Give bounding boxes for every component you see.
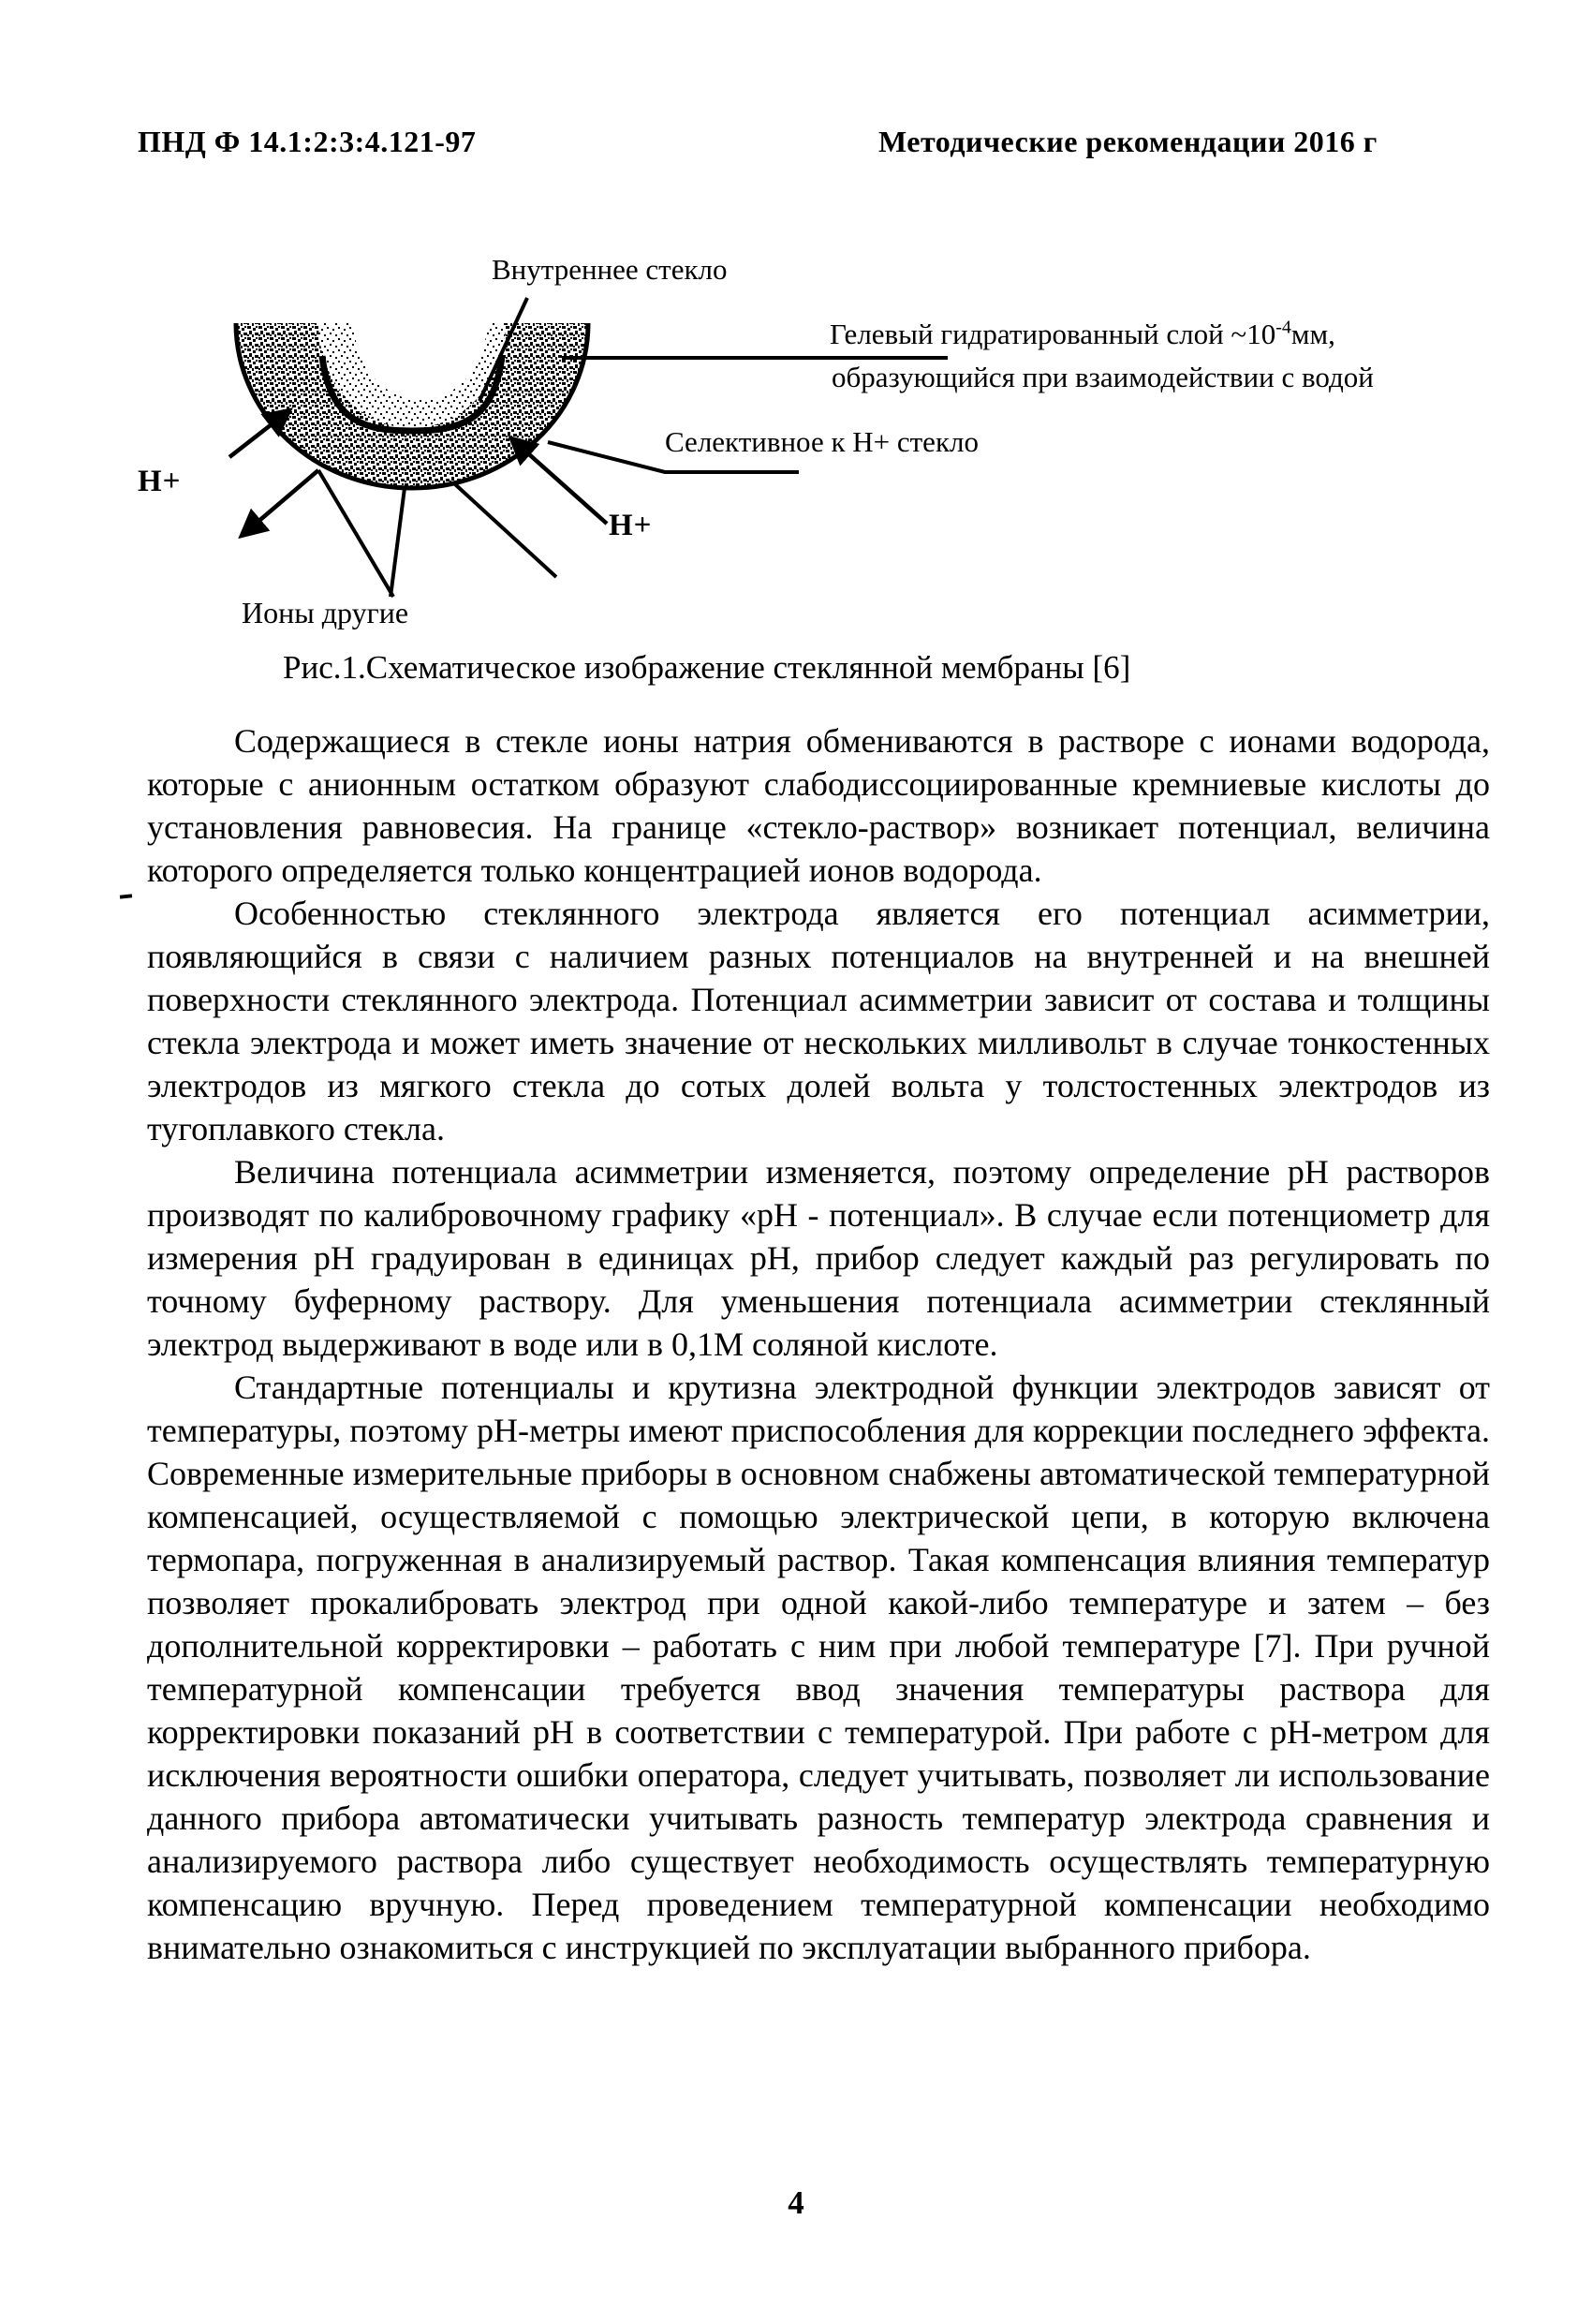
- paragraph-3: Величина потенциала асимметрии изменяется, поэтому определение рН растворов производят по калибровочному графику «рН - потенциал». В случае если потенциометр для измерения рН градуирован в единицах рН, прибор следует каждый раз регулировать по точному буферному раствору. Для уменьшения потенциала асимметрии стеклянный электрод выдерживают в воде или в 0,1М соляной кислоте.: [147, 1153, 1490, 1363]
- figure-caption: Рис.1.Схематическое изображение стеклянной мембраны [6]: [283, 649, 1131, 686]
- label-gel-layer-unit: мм,: [1290, 318, 1335, 350]
- paragraph-4: Стандартные потенциалы и крутизна электродной функции электродов зависят от температуры, поэтому рН-метры имеют приспособления для коррекции последнего эффекта. Современные измерительные приборы в основном снабжены автоматической температурной компенсацией, осуществляемой с помощью электрической цепи, в которую включена термопара, погруженная в анализируемый раствор. Такая компенсация влияния температур позволяет прокалибровать электрод при одной какой-либо температуре и затем – без дополнительной корректировки – работать с ним при любой температуре [7]. При ручной температурной компенсации требуется ввод значения температуры раствора для корректировки показаний рН в соответствии с температурой. При работе с рН-метром для исключения вероятности ошибки оператора, следует учитывать, позволяет ли использование данного прибора автоматически учитывать разность температур электрода сравнения и анализируемого раствора либо существует необходимость осуществлять температурную компенсацию вручную. Перед проведением температурной компенсации необходимо внимательно ознакомиться с инструкцией по эксплуатации выбранного прибора.: [147, 1369, 1490, 1966]
- leader-other-ions-a: [318, 470, 393, 597]
- page-number: 4: [788, 2184, 804, 2221]
- header-document-title: Методические рекомендации 2016 г: [878, 125, 1378, 158]
- label-gel-layer-exponent: -4: [1275, 317, 1291, 338]
- label-gel-layer-line2: образующийся при взаимодействии с водой: [832, 361, 1374, 393]
- label-other-ions: Ионы другие: [242, 596, 409, 629]
- label-inner-glass: Внутреннее стекло: [492, 253, 728, 286]
- paragraph-2: Особенностью стеклянного электрода является его потенциал асимметрии, появляющийся в связи с наличием разных потенциалов на внутренней и на внешней поверхности стеклянного электрода. Потенциал асимметрии зависит от состава и толщины стекла электрода и может иметь значение от нескольких милливольт в случае тонкостенных электродов из мягкого стекла до сотых долей вольта у толстостенных электродов из тугоплавкого стекла.: [147, 895, 1490, 1147]
- label-h-plus-left: Н+: [138, 465, 182, 498]
- label-h-plus-right: Н+: [609, 509, 653, 542]
- body-text: [147, 719, 1490, 1969]
- leader-other-ions-b: [391, 488, 405, 597]
- ion-arrow-out-left: [243, 470, 318, 535]
- label-gel-layer-line1: [830, 318, 1335, 351]
- header-document-code: ПНД Ф 14.1:2:3:4.121-97: [138, 125, 477, 158]
- scan-speck: [120, 894, 132, 898]
- paragraph-1: Содержащиеся в стекле ионы натрия обмениваются в растворе с ионами водорода, которые с анионным остатком образуют слабодиссоциированные кремниевые кислоты до установления равновесия. На границе «стекло-раствор» возникает потенциал, величина которого определяется только концентрацией ионов водорода.: [147, 722, 1490, 889]
- label-selective-glass: Селективное к Н+ стекло: [665, 425, 979, 458]
- label-gel-layer-text: Гелевый гидратированный слой ~10: [830, 318, 1276, 350]
- leader-other-ions-c: [455, 484, 556, 577]
